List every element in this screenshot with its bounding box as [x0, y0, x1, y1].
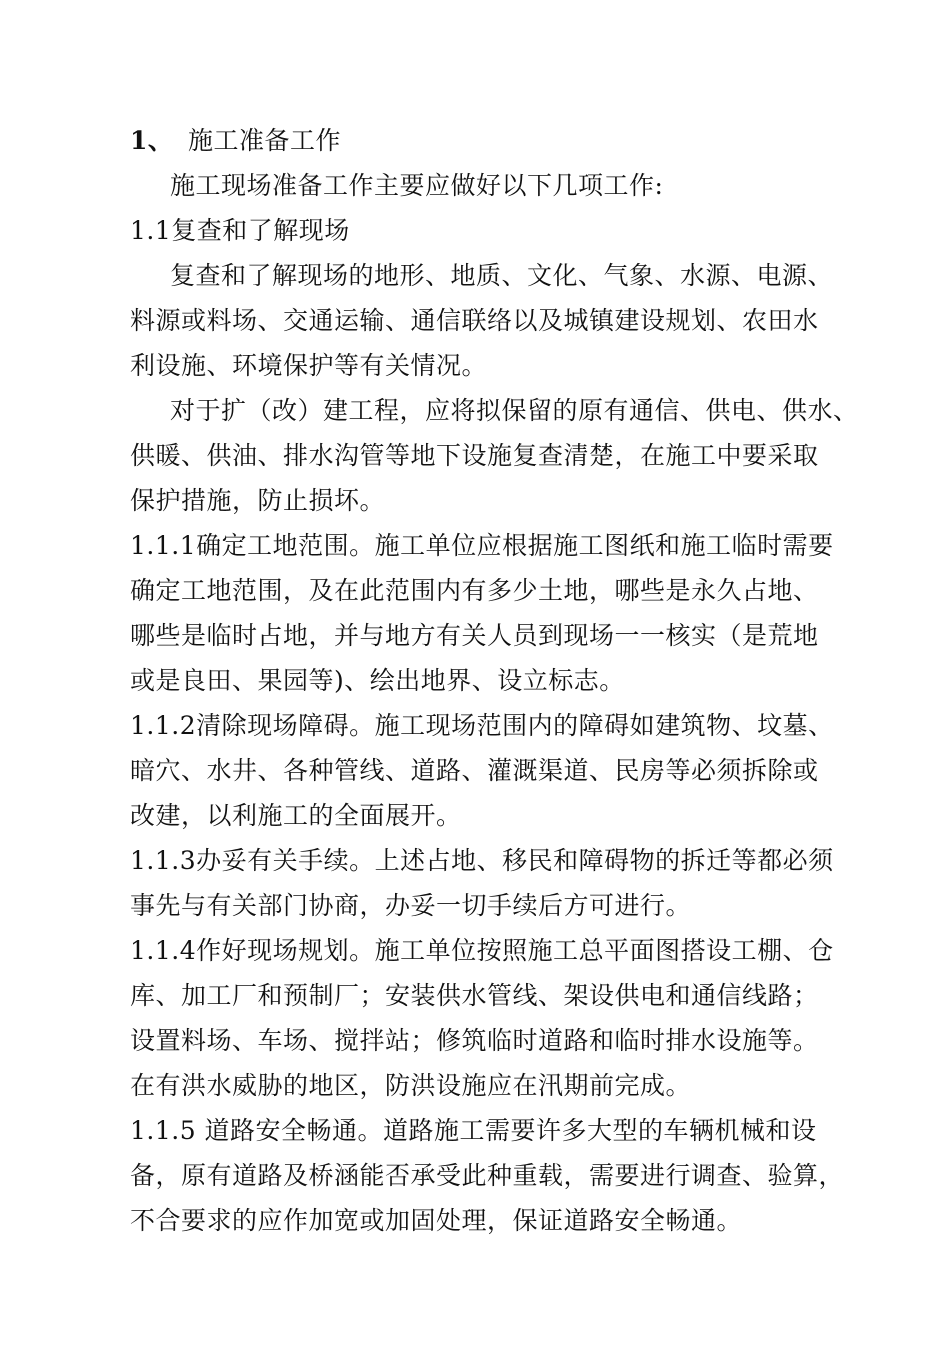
- paragraph-line: 设置料场、车场、搅拌站；修筑临时道路和临时排水设施等。: [130, 1026, 819, 1055]
- paragraph-line: 料源或料场、交通运输、通信联络以及城镇建设规划、农田水: [130, 306, 819, 335]
- paragraph-line: 1.1.1确定工地范围。施工单位应根据施工图纸和施工临时需要: [130, 531, 834, 560]
- intro-paragraph: 施工现场准备工作主要应做好以下几项工作:: [170, 171, 664, 200]
- paragraph-line: 备，原有道路及桥涵能否承受此种重载，需要进行调查、验算，: [130, 1161, 845, 1190]
- paragraph-line: 保护措施，防止损坏。: [130, 486, 386, 515]
- paragraph-line: 事先与有关部门协商，办妥一切手续后方可进行。: [130, 891, 692, 920]
- section-number: 1、: [130, 126, 174, 155]
- subsection-heading: 1.1复查和了解现场: [130, 216, 350, 245]
- paragraph-line: 改建，以利施工的全面展开。: [130, 801, 462, 830]
- paragraph-line: 不合要求的应作加宽或加固处理，保证道路安全畅通。: [130, 1206, 743, 1235]
- paragraph-line: 1.1.5 道路安全畅通。道路施工需要许多大型的车辆机械和设: [130, 1116, 817, 1145]
- paragraph-line: 1.1.4作好现场规划。施工单位按照施工总平面图搭设工棚、仓: [130, 936, 834, 965]
- paragraph-line: 哪些是临时占地，并与地方有关人员到现场一一核实（是荒地: [130, 621, 819, 650]
- paragraph-line: 1.1.3办妥有关手续。上述占地、移民和障碍物的拆迁等都必须: [130, 846, 834, 875]
- paragraph-line: 复查和了解现场的地形、地质、文化、气象、水源、电源、: [170, 261, 834, 290]
- paragraph-line: 暗穴、水井、各种管线、道路、灌溉渠道、民房等必须拆除或: [130, 756, 819, 785]
- paragraph-line: 1.1.2清除现场障碍。施工现场范围内的障碍如建筑物、坟墓、: [130, 711, 834, 740]
- paragraph-line: 库、加工厂和预制厂；安装供水管线、架设供电和通信线路；: [130, 981, 819, 1010]
- paragraph-line: 或是良田、果园等)、绘出地界、设立标志。: [130, 666, 625, 695]
- paragraph-line: 对于扩（改）建工程，应将拟保留的原有通信、供电、供水、: [170, 396, 859, 425]
- paragraph-line: 供暖、供油、排水沟管等地下设施复查清楚，在施工中要采取: [130, 441, 819, 470]
- section-heading: [130, 118, 810, 163]
- paragraph-line: 在有洪水威胁的地区，防洪设施应在汛期前完成。: [130, 1071, 692, 1100]
- document-page: [130, 118, 859, 1243]
- section-title: 施工准备工作: [188, 126, 342, 155]
- paragraph-line: 确定工地范围，及在此范围内有多少土地，哪些是永久占地、: [130, 576, 819, 605]
- paragraph-line: 利设施、环境保护等有关情况。: [130, 351, 488, 380]
